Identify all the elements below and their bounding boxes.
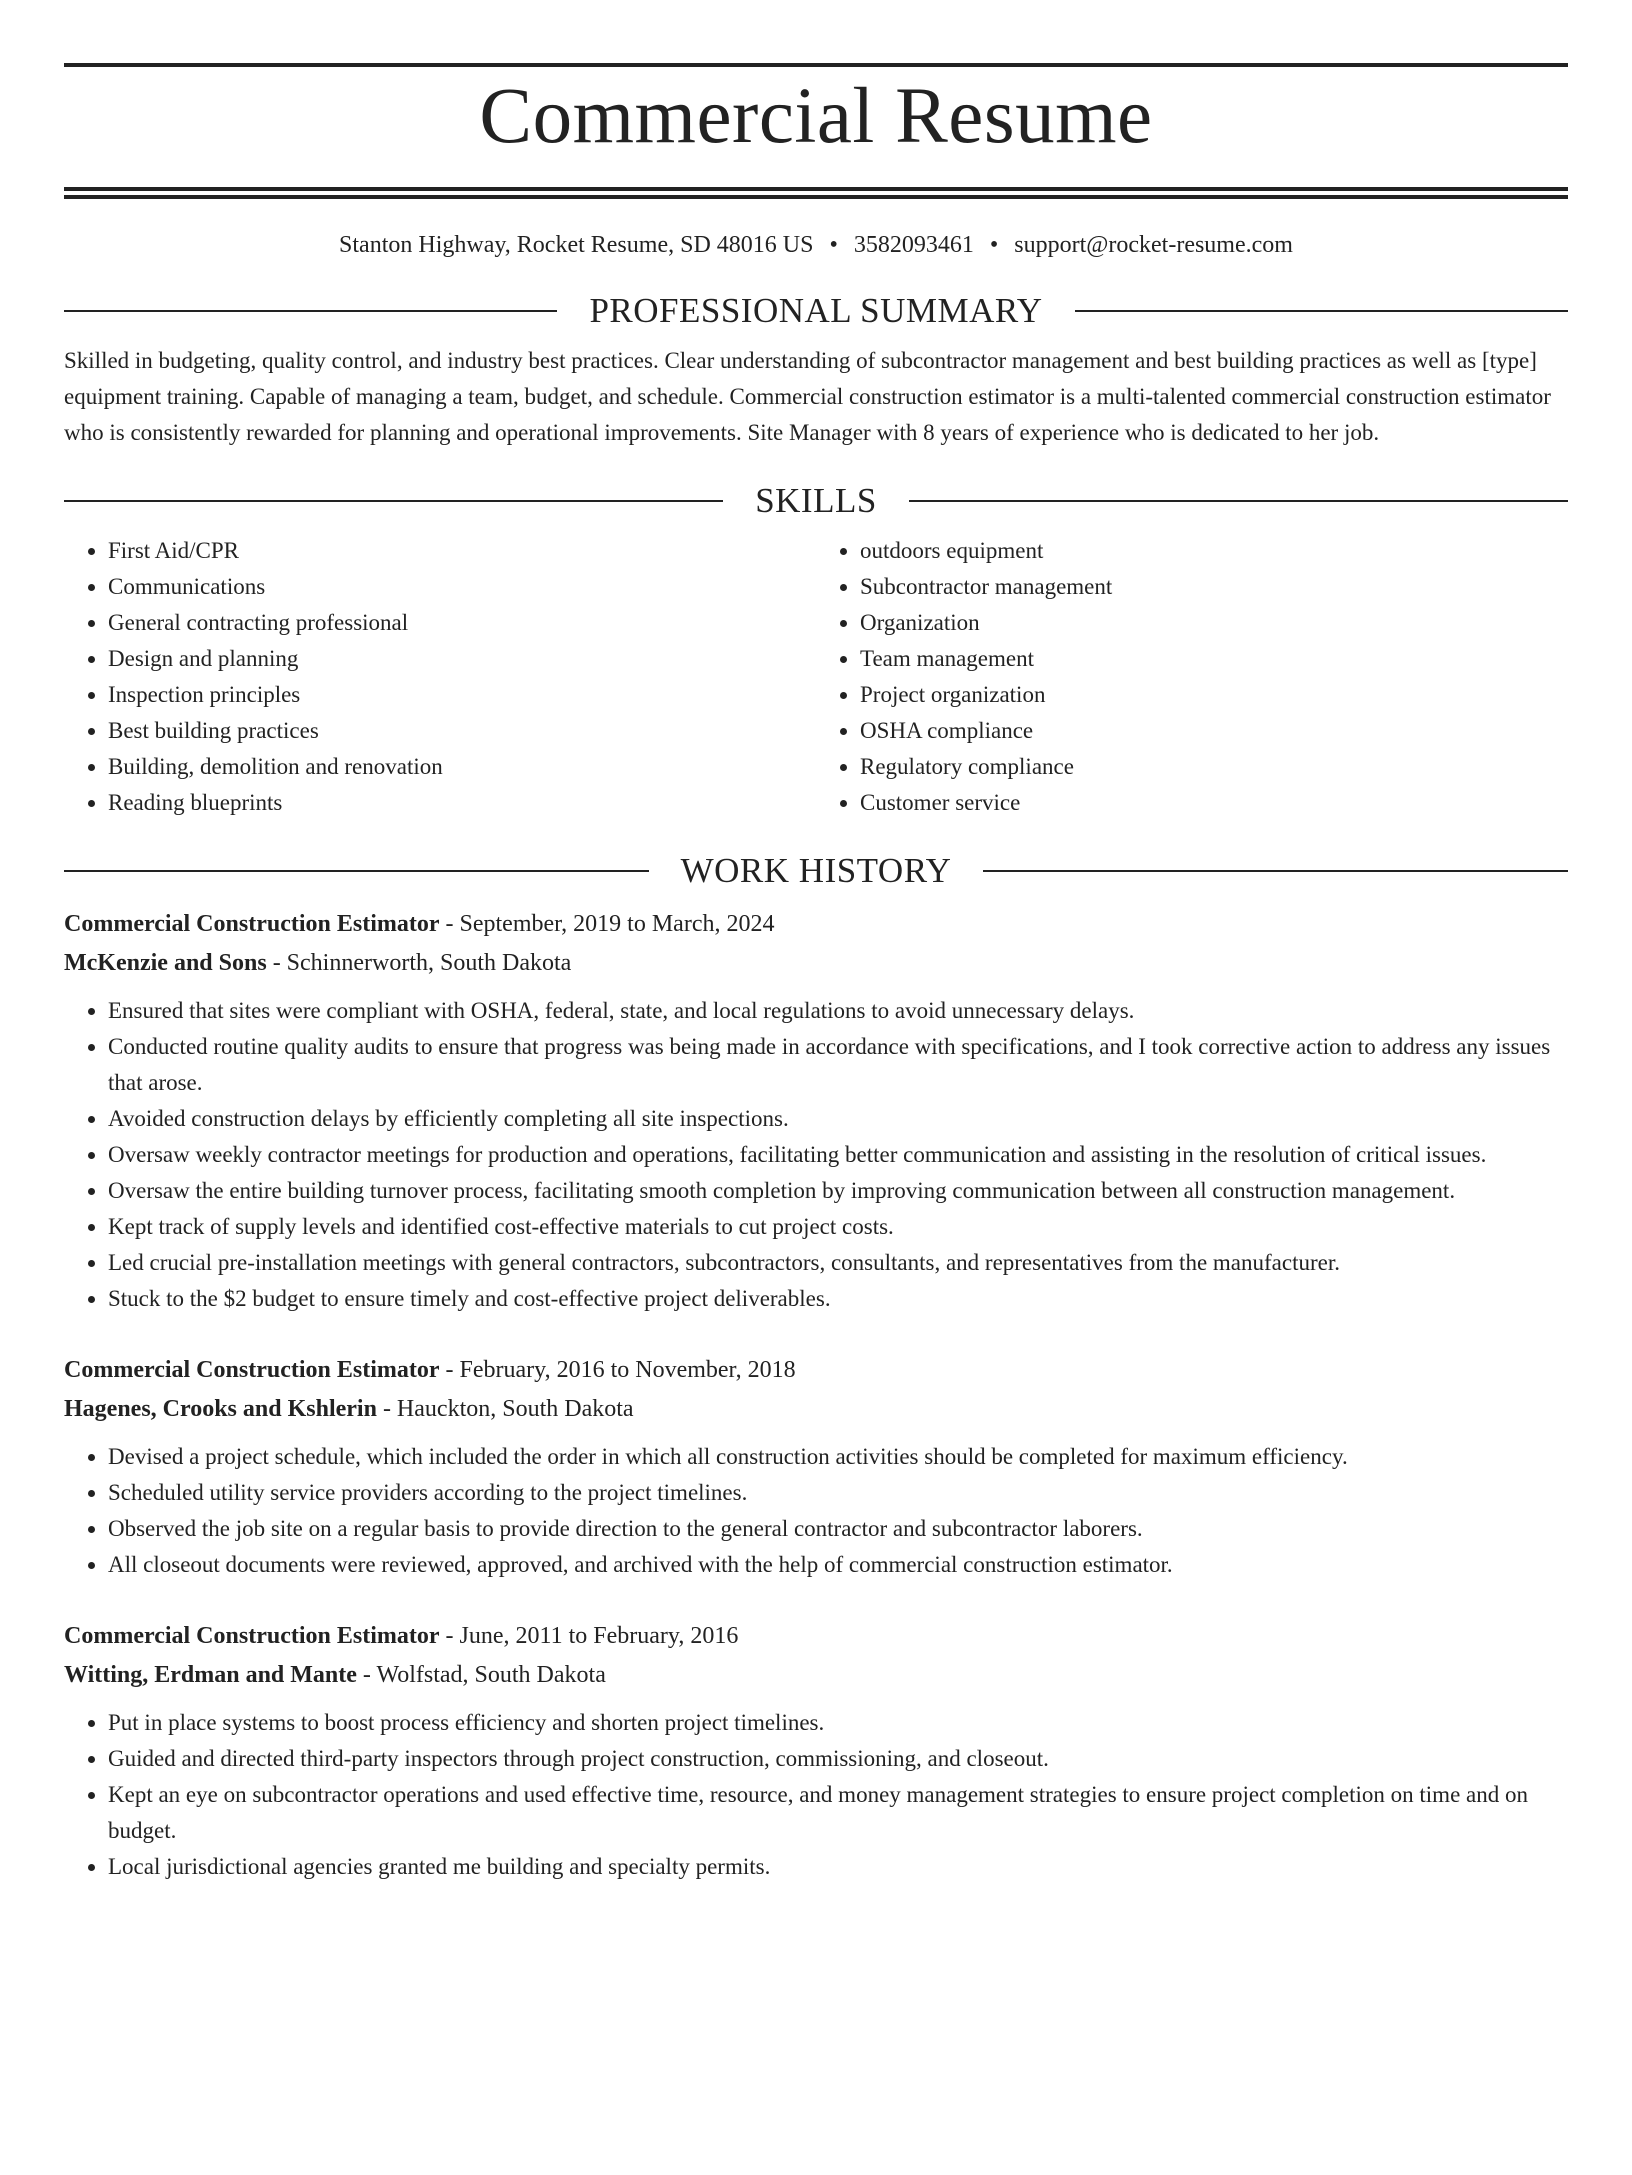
contact-separator: • (989, 232, 999, 258)
job-bullet: • Oversaw the entire building turnover process, facilitating smooth completion by improving communication between all construction management. (108, 1173, 1568, 1209)
job-title: Commercial Construction Estimator (64, 1623, 440, 1649)
job-bullet: • Local jurisdictional agencies granted me building and specialty permits. (108, 1849, 1568, 1885)
skill-item: • Design and planning (108, 641, 816, 677)
skill-item: • First Aid/CPR (108, 533, 816, 569)
job-company: McKenzie and Sons (64, 950, 267, 976)
divider-line (64, 310, 557, 312)
job-location: - Wolfstad, South Dakota (356, 1662, 606, 1688)
job-dates: - September, 2019 to March, 2024 (439, 911, 775, 937)
contact-separator: • (829, 232, 838, 258)
skills-column-left (64, 533, 816, 821)
job-bullet: • Avoided construction delays by efficiently completing all site inspections. (108, 1101, 1568, 1137)
job-bullet: • Scheduled utility service providers according to the project timelines. (108, 1475, 1568, 1511)
job-bullet: • All closeout documents were reviewed, approved, and archived with the help of commercial construction estimator. (108, 1547, 1568, 1583)
job-company-line (64, 944, 1568, 983)
divider-line (1075, 310, 1568, 312)
divider-line (909, 500, 1568, 502)
contact-phone: 3582093461 (853, 232, 974, 258)
job-company: Witting, Erdman and Mante (64, 1662, 357, 1688)
job-entry (64, 905, 1568, 1317)
job-title: Commercial Construction Estimator (64, 1357, 440, 1383)
work-history (64, 905, 1568, 1885)
skill-item: • outdoors equipment (860, 533, 1568, 569)
job-company-line (64, 1656, 1568, 1695)
skill-item: • Communications (108, 569, 816, 605)
job-bullet: • Stuck to the $2 budget to ensure timely and cost-effective project deliverables. (108, 1281, 1568, 1317)
job-bullets (64, 1439, 1568, 1583)
job-location: - Hauckton, South Dakota (376, 1396, 634, 1422)
job-bullet: • Conducted routine quality audits to ensure that progress was being made in accordance with specifications, and I took corrective action to address any issues that arose. (108, 1029, 1568, 1101)
job-bullet: • Observed the job site on a regular basis to provide direction to the general contractor and subcontractor laborers. (108, 1511, 1568, 1547)
job-bullets (64, 993, 1568, 1317)
top-rule (64, 63, 1568, 67)
summary-header (64, 289, 1568, 333)
double-rule (64, 187, 1568, 199)
job-bullet: • Kept an eye on subcontractor operations and used effective time, resource, and money management strategies to ensure project completion on time and on budget. (108, 1777, 1568, 1849)
skills-header (64, 479, 1568, 523)
job-title-line (64, 1617, 1568, 1656)
job-dates: - February, 2016 to November, 2018 (439, 1357, 796, 1383)
job-bullet: • Oversaw weekly contractor meetings for production and operations, facilitating better communication and assisting in the resolution of critical issues. (108, 1137, 1568, 1173)
job-bullet: • Devised a project schedule, which included the order in which all construction activities should be completed for maximum efficiency. (108, 1439, 1568, 1475)
skills-column-right (816, 533, 1568, 821)
job-title-line (64, 1351, 1568, 1390)
skill-item: • General contracting professional (108, 605, 816, 641)
skill-item: • Building, demolition and renovation (108, 749, 816, 785)
skill-item: • Project organization (860, 677, 1568, 713)
job-title-line (64, 905, 1568, 944)
job-dates: - June, 2011 to February, 2016 (439, 1623, 739, 1649)
job-bullet: • Ensured that sites were compliant with OSHA, federal, state, and local regulations to avoid unnecessary delays. (108, 993, 1568, 1029)
divider-line (64, 500, 723, 502)
job-bullet: • Guided and directed third-party inspectors through project construction, commissioning, and closeout. (108, 1741, 1568, 1777)
skill-item: • Customer service (860, 785, 1568, 821)
job-bullets (64, 1705, 1568, 1885)
job-bullet: • Put in place systems to boost process efficiency and shorten project timelines. (108, 1705, 1568, 1741)
contact-line (64, 229, 1568, 261)
skill-item: • Team management (860, 641, 1568, 677)
job-title: Commercial Construction Estimator (64, 911, 440, 937)
contact-address: Stanton Highway, Rocket Resume, SD 48016 US (339, 232, 814, 258)
skill-item: • Subcontractor management (860, 569, 1568, 605)
resume-page (0, 63, 1632, 2175)
work-title: WORK HISTORY (680, 851, 952, 890)
resume-title: Commercial Resume (479, 73, 1153, 160)
summary-title: PROFESSIONAL SUMMARY (589, 291, 1043, 330)
job-entry (64, 1617, 1568, 1885)
skill-item: • Reading blueprints (108, 785, 816, 821)
divider-line (64, 870, 649, 872)
skill-item: • Inspection principles (108, 677, 816, 713)
skill-item: • Organization (860, 605, 1568, 641)
skills-title: SKILLS (755, 481, 877, 520)
contact-email: support@rocket-resume.com (1014, 232, 1293, 258)
skills-list (64, 533, 1568, 821)
job-company-line (64, 1390, 1568, 1429)
job-bullet: • Led crucial pre-installation meetings with general contractors, subcontractors, consultants, and representatives from the manufacturer. (108, 1245, 1568, 1281)
job-bullet: • Kept track of supply levels and identified cost-effective materials to cut project costs. (108, 1209, 1568, 1245)
divider-line (983, 870, 1568, 872)
skill-item: • Best building practices (108, 713, 816, 749)
job-company: Hagenes, Crooks and Kshlerin (64, 1396, 377, 1422)
work-header (64, 849, 1568, 893)
skill-item: • Regulatory compliance (860, 749, 1568, 785)
skill-item: • OSHA compliance (860, 713, 1568, 749)
job-entry (64, 1351, 1568, 1583)
summary-text: Skilled in budgeting, quality control, and industry best practices. Clear understanding of subcontractor management and best building practices as well as [type] equipment training. Capable of managing a team, budget, and schedule. Commercial construction estimator is a multi-talented commercial construction estimator who is consistently rewarded for planning and operational improvements. Site Manager with 8 years of experience who is dedicated to her job. (64, 348, 1551, 445)
job-location: - Schinnerworth, South Dakota (266, 950, 572, 976)
